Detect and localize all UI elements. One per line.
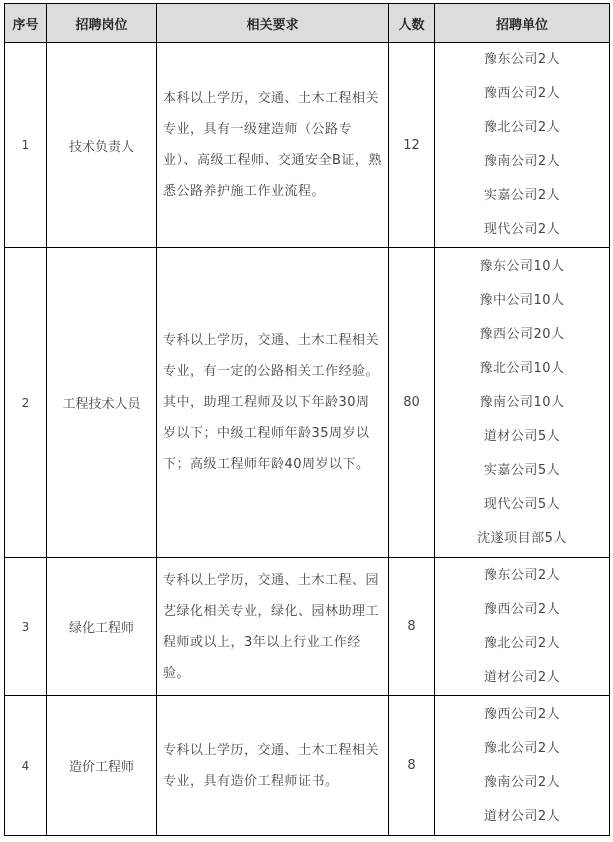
header-seq: 序号 (5, 4, 47, 43)
row-count: 12 (389, 43, 435, 248)
table-row (5, 248, 610, 558)
table-row (5, 558, 610, 696)
row-units (435, 558, 610, 696)
unit-item: 道材公司2人 (483, 808, 561, 824)
row-position: 造价工程师 (47, 696, 157, 836)
unit-item: 豫南公司10人 (479, 394, 565, 410)
unit-item: 豫南公司2人 (483, 154, 561, 169)
row-position: 工程技术人员 (47, 248, 157, 558)
row-count: 8 (389, 558, 435, 696)
unit-item: 豫西公司2人 (483, 86, 561, 101)
header-units: 招聘单位 (435, 4, 610, 43)
unit-item: 沈遂项目部5人 (477, 530, 567, 546)
header-requirements: 相关要求 (157, 4, 389, 43)
header-position: 招聘岗位 (47, 4, 157, 43)
unit-item: 豫北公司10人 (479, 360, 565, 376)
unit-item: 豫东公司2人 (483, 52, 561, 67)
unit-item: 现代公司5人 (483, 496, 561, 512)
header-row (5, 4, 610, 43)
unit-item: 道材公司5人 (483, 428, 561, 444)
unit-item: 豫北公司2人 (483, 635, 561, 651)
row-position: 绿化工程师 (47, 558, 157, 696)
unit-item: 实嘉公司5人 (483, 462, 561, 478)
header-count: 人数 (389, 4, 435, 43)
row-count: 8 (389, 696, 435, 836)
row-seq: 1 (5, 43, 47, 248)
row-seq: 3 (5, 558, 47, 696)
unit-item: 豫东公司10人 (479, 258, 565, 274)
row-units (435, 43, 610, 248)
recruitment-table-wrapper (4, 3, 609, 836)
row-seq: 2 (5, 248, 47, 558)
recruitment-table (4, 3, 610, 836)
unit-item: 实嘉公司2人 (483, 188, 561, 203)
row-seq: 4 (5, 696, 47, 836)
unit-item: 豫东公司2人 (483, 567, 561, 583)
row-count: 80 (389, 248, 435, 558)
table-row (5, 696, 610, 836)
unit-item: 豫中公司10人 (479, 292, 565, 308)
unit-item: 豫西公司2人 (483, 706, 561, 722)
row-requirements: 专科以上学历，交通、土木工程相关专业，具有造价工程师证书。 (157, 696, 389, 836)
unit-item: 豫南公司2人 (483, 774, 561, 790)
table-row (5, 43, 610, 248)
row-units (435, 248, 610, 558)
row-requirements: 本科以上学历，交通、土木工程相关专业，具有一级建造师（公路专业）、高级工程师、交通安全B证，熟悉公路养护施工作业流程。 (157, 43, 389, 248)
unit-item: 道材公司2人 (483, 669, 561, 685)
unit-item: 豫西公司20人 (479, 326, 565, 342)
row-requirements: 专科以上学历，交通、土木工程、园艺绿化相关专业，绿化、园林助理工程师或以上，3年以上行业工作经验。 (157, 558, 389, 696)
row-position: 技术负责人 (47, 43, 157, 248)
unit-item: 豫北公司2人 (483, 740, 561, 756)
unit-item: 豫西公司2人 (483, 601, 561, 617)
unit-item: 豫北公司2人 (483, 120, 561, 135)
row-units (435, 696, 610, 836)
row-requirements: 专科以上学历，交通、土木工程相关专业，有一定的公路相关工作经验。其中，助理工程师及以下年龄30周岁以下；中级工程师年龄35周岁以下；高级工程师年龄40周岁以下。 (157, 248, 389, 558)
unit-item: 现代公司2人 (483, 222, 561, 237)
